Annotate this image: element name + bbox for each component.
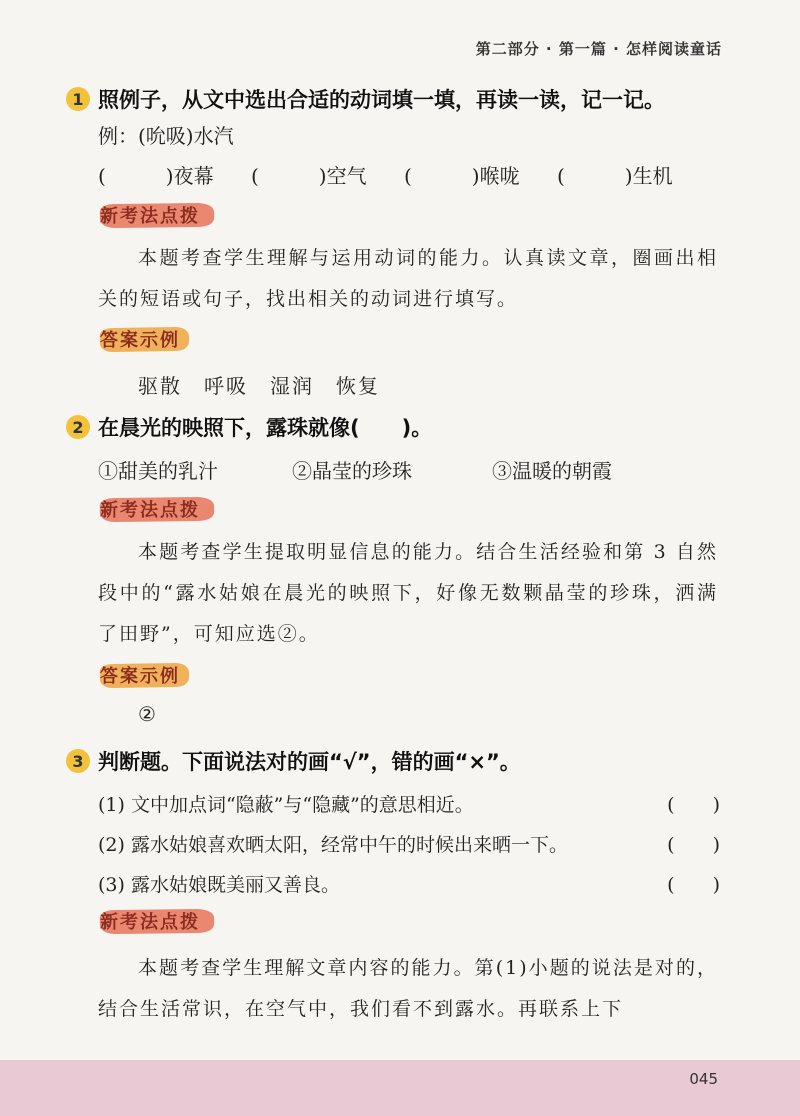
tip-text: 本题考查学生理解文章内容的能力。第(1)小题的说法是对的，结合生活常识，在空气中，我们看不到露水。再联系上下 (98, 957, 718, 1020)
answer-text: 驱散 呼吸 湿润 恢复 (138, 374, 380, 398)
answer-paren: ( ) (667, 794, 720, 816)
question-text: 照例子，从文中选出合适的动词填一填，再读一读，记一记。 (98, 88, 665, 112)
judge-item: (1) 文中加点词“隐蔽”与“隐藏”的意思相近。 ( ) (98, 790, 720, 817)
answer-paren: ( ) (667, 834, 720, 856)
question-1 (66, 84, 665, 114)
question-2 (66, 412, 432, 442)
question-number-badge: 1 (66, 87, 90, 111)
judge-item: (2) 露水姑娘喜欢晒太阳，经常中午的时候出来晒一下。 ( ) (98, 830, 720, 857)
answer-tag: 答案示例 (96, 660, 192, 690)
answer-paren: ( ) (667, 874, 720, 896)
tip-text: 本题考查学生理解与运用动词的能力。认真读文章，圈画出相关的短语或句子，找出相关的动词进行填写。 (98, 247, 718, 310)
blank-item: ( )夜幕 (98, 164, 214, 188)
blank-row (98, 160, 698, 189)
page-number: 045 (689, 1070, 718, 1088)
options-row (98, 455, 612, 484)
answer-text: ② (138, 702, 156, 726)
question-text: 在晨光的映照下，露珠就像( )。 (98, 416, 433, 440)
footer-band (0, 1060, 800, 1116)
example-line: 例：(吮吸)水汽 (98, 124, 234, 148)
question-3 (66, 746, 521, 776)
option-item: ③温暖的朝霞 (492, 459, 612, 483)
answer-tag: 答案示例 (96, 324, 192, 354)
blank-item: ( )空气 (251, 164, 367, 188)
option-item: ①甜美的乳汁 (98, 459, 218, 483)
tip-tag: 新考法点拨 (96, 200, 218, 230)
tip-tag: 新考法点拨 (96, 494, 218, 524)
blank-item: ( )喉咙 (404, 164, 520, 188)
blank-item: ( )生机 (557, 164, 673, 188)
question-number-badge: 2 (66, 415, 90, 439)
judge-item: (3) 露水姑娘既美丽又善良。 ( ) (98, 870, 720, 897)
question-number-badge: 3 (66, 749, 90, 773)
tip-tag: 新考法点拨 (96, 906, 218, 936)
breadcrumb: 第二部分 · 第一篇 · 怎样阅读童话 (475, 40, 722, 58)
option-item: ②晶莹的珍珠 (292, 459, 412, 483)
tip-text: 本题考查学生提取明显信息的能力。结合生活经验和第 3 自然段中的“露水姑娘在晨光的映照下，好像无数颗晶莹的珍珠，洒满了田野”，可知应选②。 (98, 541, 718, 645)
question-text: 判断题。下面说法对的画“√”，错的画“×”。 (98, 750, 521, 774)
